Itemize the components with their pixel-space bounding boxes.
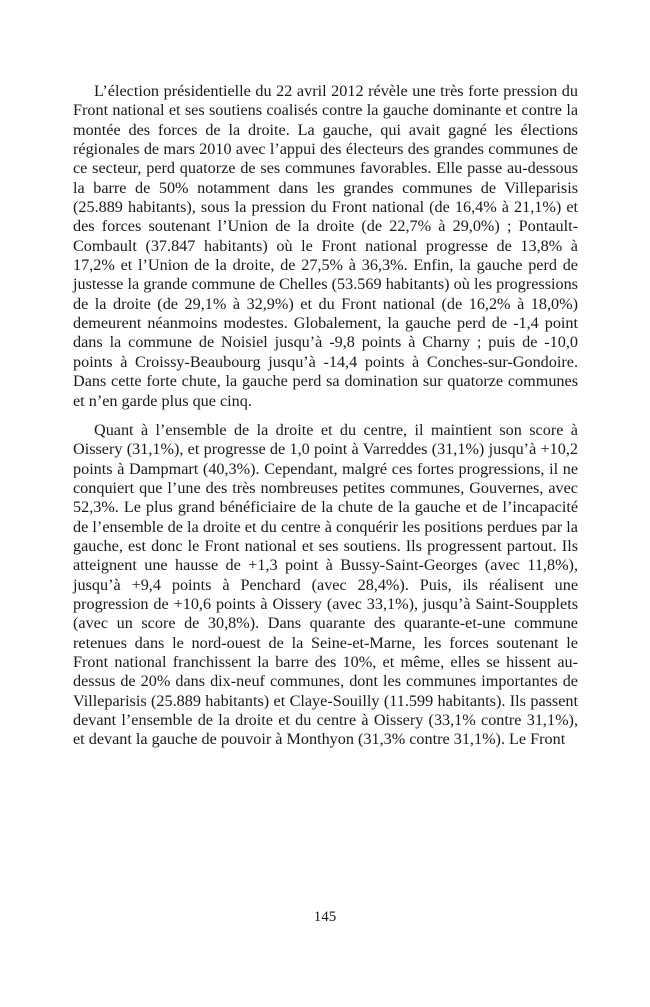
page-number: 145 [313,909,337,925]
paragraph-right-and-front-national: Quant à l’ensemble de la droite et du centre, il maintient son score à Oissery (31,1%), et progresse de 1,0 point à Varreddes (31,1%) jusqu’à +10,2 points à Dampmart (40,3%). Cependant, malgré ces fortes progressions, il ne conquiert que l’une des très nombreuses petites communes, Gouvernes, avec 52,3%. Le plus grand bénéficiaire de la chute de la gauche et de l’incapacité de l’ensemble de la droite et du centre à conquérir les positions perdues par la gauche, est donc le Front national et ses soutiens. Ils progressent partout. Ils atteignent une hausse de +1,3 point à Bussy-Saint-Georges (avec 11,8%), jusqu’à +9,4 points à Penchard (avec 28,4%). Puis, ils réalisent une progression de +10,6 points à Oissery (avec 33,1%), jusqu’à Saint-Soupplets (avec un score de 30,8%). Dans quarante des quarante-et-une commune retenues dans le nord-ouest de la Seine-et-Marne, les forces soutenant le Front national franchissent la barre des 10%, et même, elles se hissent au-dessus de 20% dans dix-neuf communes, dont les communes importantes de Villeparisis (25.889 habitants) et Claye-Souilly (11.599 habitants). Ils passent devant l’ensemble de la droite et du centre à Oissery (33,1% contre 31,1%), et devant la gauche de pouvoir à Monthyon (31,3% contre 31,1%). Le Front [73,420,578,749]
page-body [73,82,578,750]
paragraph-left-decline: L’élection présidentielle du 22 avril 2012 révèle une très forte pression du Front national et ses soutiens coalisés contre la gauche dominante et contre la montée des forces de la droite. La gauche, qui avait gagné les élections régionales de mars 2010 avec l’appui des électeurs des grandes communes de ce secteur, perd quatorze de ses communes favorables. Elle passe au-dessous la barre de 50% notamment dans les grandes communes de Villeparisis (25.889 habitants), sous la pression du Front national (de 16,4% à 21,1%) et des forces soutenant l’Union de la droite (de 22,7% à 29,0%) ; Pontault-Combault (37.847 habitants) où le Front national progresse de 13,8% à 17,2% et l’Union de la droite, de 27,5% à 36,3%. Enfin, la gauche perd de justesse la grande commune de Chelles (53.569 habitants) où les progressions de la droite (de 29,1% à 32,9%) et du Front national (de 16,2% à 18,0%) demeurent néanmoins modestes. Globalement, la gauche perd de -1,4 point dans la commune de Noisiel jusqu’à -9,8 points à Charny ; puis de -10,0 points à Croissy-Beaubourg jusqu’à -14,4 points à Conches-sur-Gondoire. Dans cette forte chute, la gauche perd sa domination sur quatorze communes et n’en garde plus que cinq. [73,82,578,410]
